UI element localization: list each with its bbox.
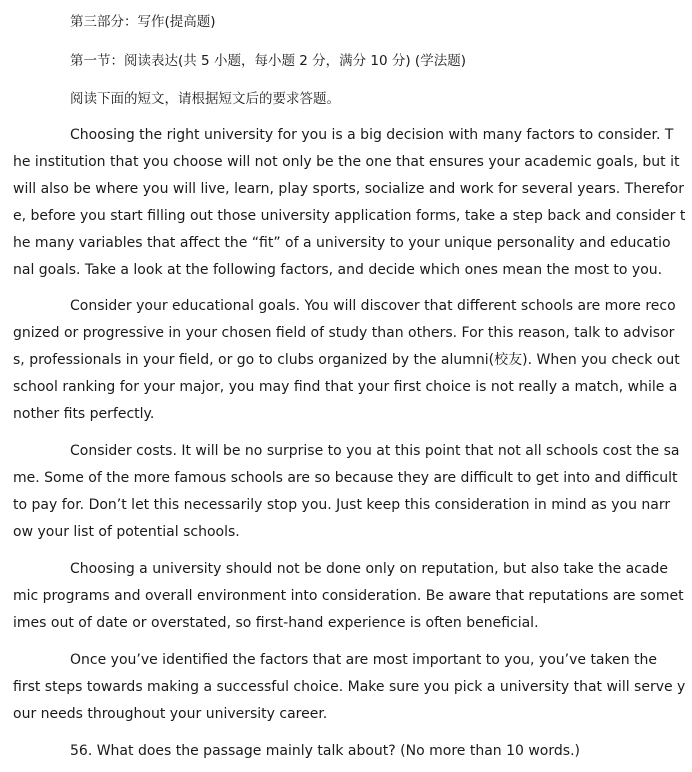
paragraph-1-line-3: will also be where you will live, learn, play sports, socialize and work for several years. Therefor: [13, 181, 685, 197]
subsection-title: 第一节：阅读表达(共 5 小题，每小题 2 分，满分 10 分) (学法题): [70, 53, 466, 69]
paragraph-1-line-4: e, before you start filling out those university application forms, take a step back and consider t: [13, 208, 686, 224]
paragraph-3-line-1: Consider costs. It will be no surprise to you at this point that not all schools cost the sa: [70, 443, 680, 459]
paragraph-2-line-4: school ranking for your major, you may find that your first choice is not really a match, while a: [13, 379, 678, 395]
paragraph-2-line-1: Consider your educational goals. You will discover that different schools are more reco: [70, 298, 676, 314]
paragraph-4-line-1: Choosing a university should not be done only on reputation, but also take the acade: [70, 561, 669, 577]
paragraph-5-line-2: first steps towards making a successful choice. Make sure you pick a university that will serve y: [13, 679, 686, 695]
paragraph-4-line-3: imes out of date or overstated, so first-hand experience is often beneficial.: [13, 615, 539, 631]
paragraph-5-line-3: our needs throughout your university career.: [13, 706, 328, 722]
paragraph-2-line-2: gnized or progressive in your chosen field of study than others. For this reason, talk to advisor: [13, 325, 675, 341]
paragraph-1-line-1: Choosing the right university for you is a big decision with many factors to consider. T: [70, 127, 674, 143]
paragraph-1-line-5: he many variables that affect the “fit” of a university to your unique personality and educatio: [13, 235, 671, 251]
question-56: 56. What does the passage mainly talk about? (No more than 10 words.): [70, 743, 580, 759]
paragraph-3-line-2: me. Some of the more famous schools are so because they are difficult to get into and difficult: [13, 470, 678, 486]
paragraph-3-line-4: ow your list of potential schools.: [13, 524, 240, 540]
paragraph-5-line-1: Once you’ve identified the factors that are most important to you, you’ve taken the: [70, 652, 658, 668]
paragraph-3-line-3: to pay for. Don’t let this necessarily stop you. Just keep this consideration in mind as you narr: [13, 497, 671, 513]
section-title: 第三部分：写作(提高题): [70, 14, 216, 30]
paragraph-4-line-2: mic programs and overall environment into consideration. Be aware that reputations are somet: [13, 588, 684, 604]
paragraph-1-line-6: nal goals. Take a look at the following factors, and decide which ones mean the most to you.: [13, 262, 663, 278]
paragraph-1-line-2: he institution that you choose will not only be the one that ensures your academic goals, but it: [13, 154, 680, 170]
instruction: 阅读下面的短文，请根据短文后的要求答题。: [70, 91, 340, 107]
paragraph-2-line-5: nother fits perfectly.: [13, 406, 155, 422]
paragraph-2-line-3: s, professionals in your field, or go to clubs organized by the alumni(校友). When you check out: [13, 352, 680, 368]
